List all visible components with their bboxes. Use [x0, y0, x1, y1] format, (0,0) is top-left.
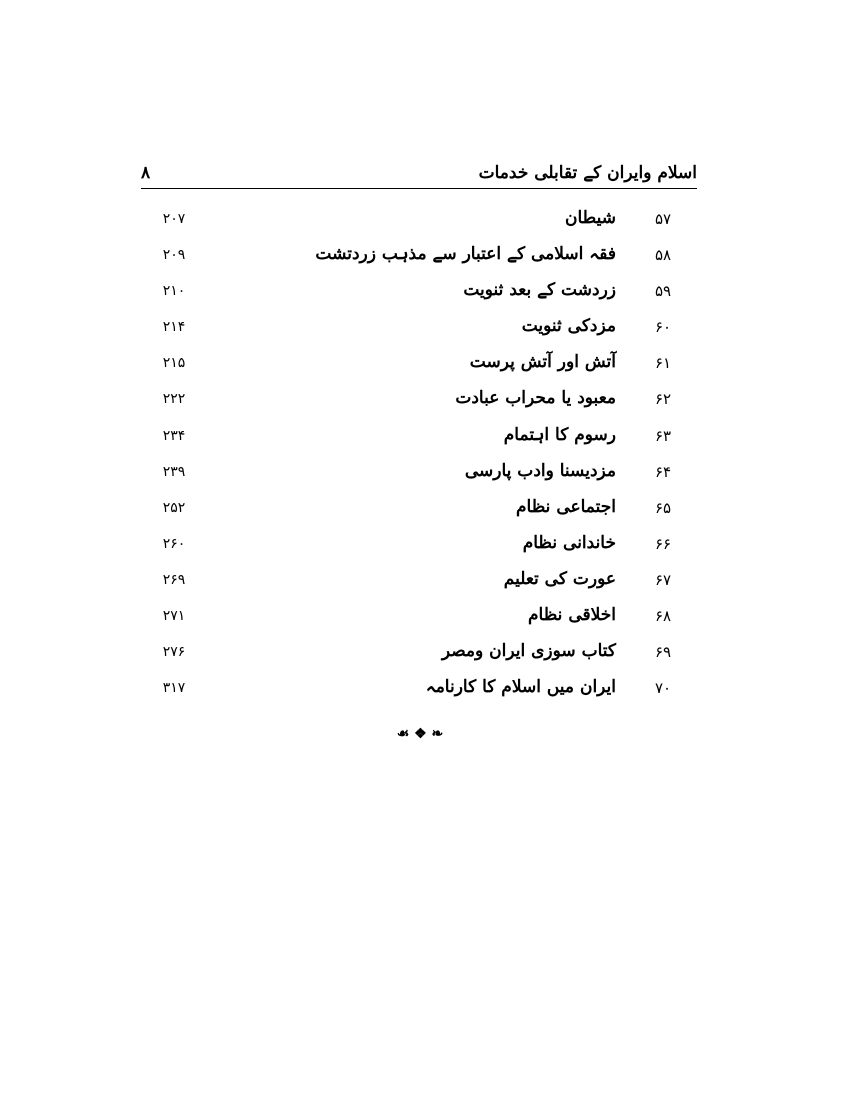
toc-entry-number: ۶۶ — [654, 534, 672, 553]
page-number: ۸ — [141, 163, 151, 183]
toc-row — [150, 385, 678, 421]
toc-entry-number: ۶۰ — [654, 318, 672, 337]
table-of-contents — [150, 205, 678, 710]
toc-entry-number: ۶۴ — [654, 462, 672, 481]
running-title: اسلام وایران کے تقابلی خدمات — [478, 163, 697, 183]
toc-entry-title: مزدکی ثنویت — [521, 316, 616, 337]
toc-entry-page: ۲۲۲ — [162, 391, 186, 408]
toc-entry-title: عورت کی تعلیم — [503, 568, 616, 589]
toc-entry-page: ۲۷۱ — [162, 608, 186, 625]
toc-entry-page: ۲۱۴ — [162, 319, 186, 336]
toc-entry-title: خاندانی نظام — [522, 532, 616, 553]
toc-entry-number: ۷۰ — [654, 679, 672, 698]
toc-entry-number: ۶۸ — [654, 607, 672, 626]
toc-entry-number: ۶۳ — [654, 426, 672, 445]
toc-entry-page: ۲۶۹ — [162, 571, 186, 588]
toc-row — [150, 313, 678, 349]
toc-entry-page: ۳۱۷ — [162, 680, 186, 697]
toc-row — [150, 458, 678, 494]
toc-entry-page: ۲۷۶ — [162, 644, 186, 661]
toc-row — [150, 349, 678, 385]
toc-entry-number: ۶۲ — [654, 390, 672, 409]
header-divider — [141, 188, 697, 189]
toc-entry-title: آتش اور آتش پرست — [469, 352, 616, 373]
toc-row — [150, 277, 678, 313]
toc-entry-title: شیطان — [565, 208, 616, 228]
toc-entry-number: ۶۱ — [654, 354, 672, 373]
toc-entry-title: اخلاقی نظام — [528, 605, 616, 626]
toc-row — [150, 241, 678, 277]
toc-row — [150, 494, 678, 530]
toc-entry-title: رسوم کا اہتمام — [503, 424, 616, 445]
toc-entry-title: ایران میں اسلام کا کارنامہ — [425, 677, 616, 698]
toc-row — [150, 566, 678, 602]
toc-entry-page: ۲۵۲ — [162, 499, 186, 516]
toc-entry-page: ۲۰۹ — [162, 247, 186, 264]
toc-entry-number: ۵۸ — [654, 246, 672, 265]
toc-entry-page: ۲۱۵ — [162, 355, 186, 372]
end-ornament: ☙ ❖ ❧ — [396, 726, 444, 742]
toc-entry-number: ۶۵ — [654, 498, 672, 517]
toc-entry-title: کتاب سوزی ایران ومصر — [441, 641, 616, 662]
toc-entry-title: زردشت کے بعد ثنویت — [463, 280, 616, 301]
toc-row — [150, 638, 678, 674]
toc-entry-title: فقہ اسلامی کے اعتبار سے مذہب زردتشت — [315, 244, 616, 265]
toc-entry-page: ۲۳۴ — [162, 427, 186, 444]
toc-entry-number: ۵۷ — [654, 210, 672, 228]
toc-row — [150, 602, 678, 638]
toc-entry-number: ۶۷ — [654, 570, 672, 589]
toc-entry-page: ۲۱۰ — [162, 283, 186, 300]
toc-entry-number: ۶۹ — [654, 643, 672, 662]
toc-entry-number: ۵۹ — [654, 282, 672, 301]
toc-row — [150, 422, 678, 458]
toc-entry-title: مزدیسنا وادب پارسی — [464, 460, 616, 481]
toc-entry-title: معبود یا محراب عبادت — [455, 388, 616, 409]
toc-row — [150, 205, 678, 241]
toc-entry-title: اجتماعی نظام — [516, 496, 616, 517]
toc-entry-page: ۲۰۷ — [162, 211, 186, 227]
toc-entry-page: ۲۳۹ — [162, 463, 186, 480]
toc-row — [150, 530, 678, 566]
toc-row — [150, 674, 678, 710]
toc-entry-page: ۲۶۰ — [162, 535, 186, 552]
